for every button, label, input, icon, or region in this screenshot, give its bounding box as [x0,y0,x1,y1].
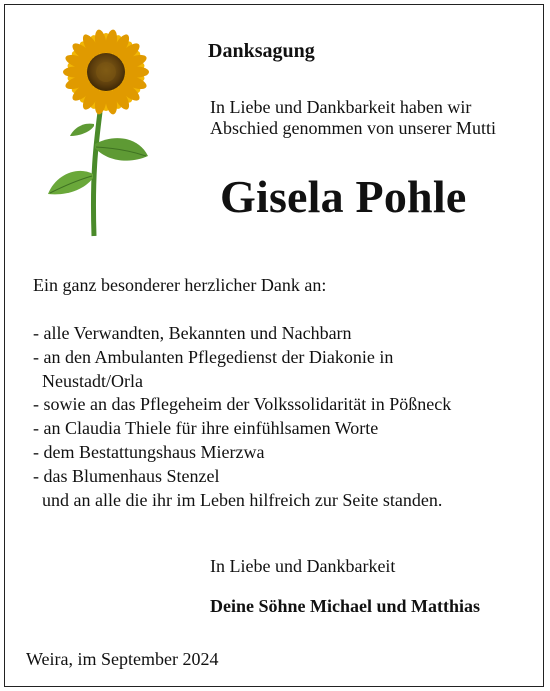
list-item: - alle Verwandten, Bekannten und Nachbarn [33,323,352,343]
list-item: - dem Bestattungshaus Mierzwa [33,441,265,462]
notice-title: Danksagung [208,40,315,62]
signature: Deine Söhne Michael und Matthias [210,596,481,616]
thanks-list [33,322,451,512]
thanks-intro: Ein ganz besonderer herzlicher Dank an: [33,275,327,295]
list-item: und an alle die ihr im Leben hilfreich zur Seite standen. [42,489,443,510]
list-item: - das Blumenhaus Stenzel [33,465,220,486]
list-item: - an Claudia Thiele für ihre einfühlsamen Worte [33,418,379,439]
deceased-name: Gisela Pohle [220,171,467,222]
place-date: Weira, im September 2024 [26,649,219,669]
sunflower-icon [38,24,156,240]
list-item: - an den Ambulanten Pflegedienst der Diakonie in [33,346,394,367]
list-item: - sowie an das Pflegeheim der Volkssolidarität in Pößneck [33,394,452,415]
intro-line: Abschied genommen von unserer Mutti [210,118,496,138]
closing-text: In Liebe und Dankbarkeit [210,556,396,576]
intro-text [210,97,496,139]
intro-line: In Liebe und Dankbarkeit haben wir [210,97,472,117]
list-item: Neustadt/Orla [42,370,143,391]
